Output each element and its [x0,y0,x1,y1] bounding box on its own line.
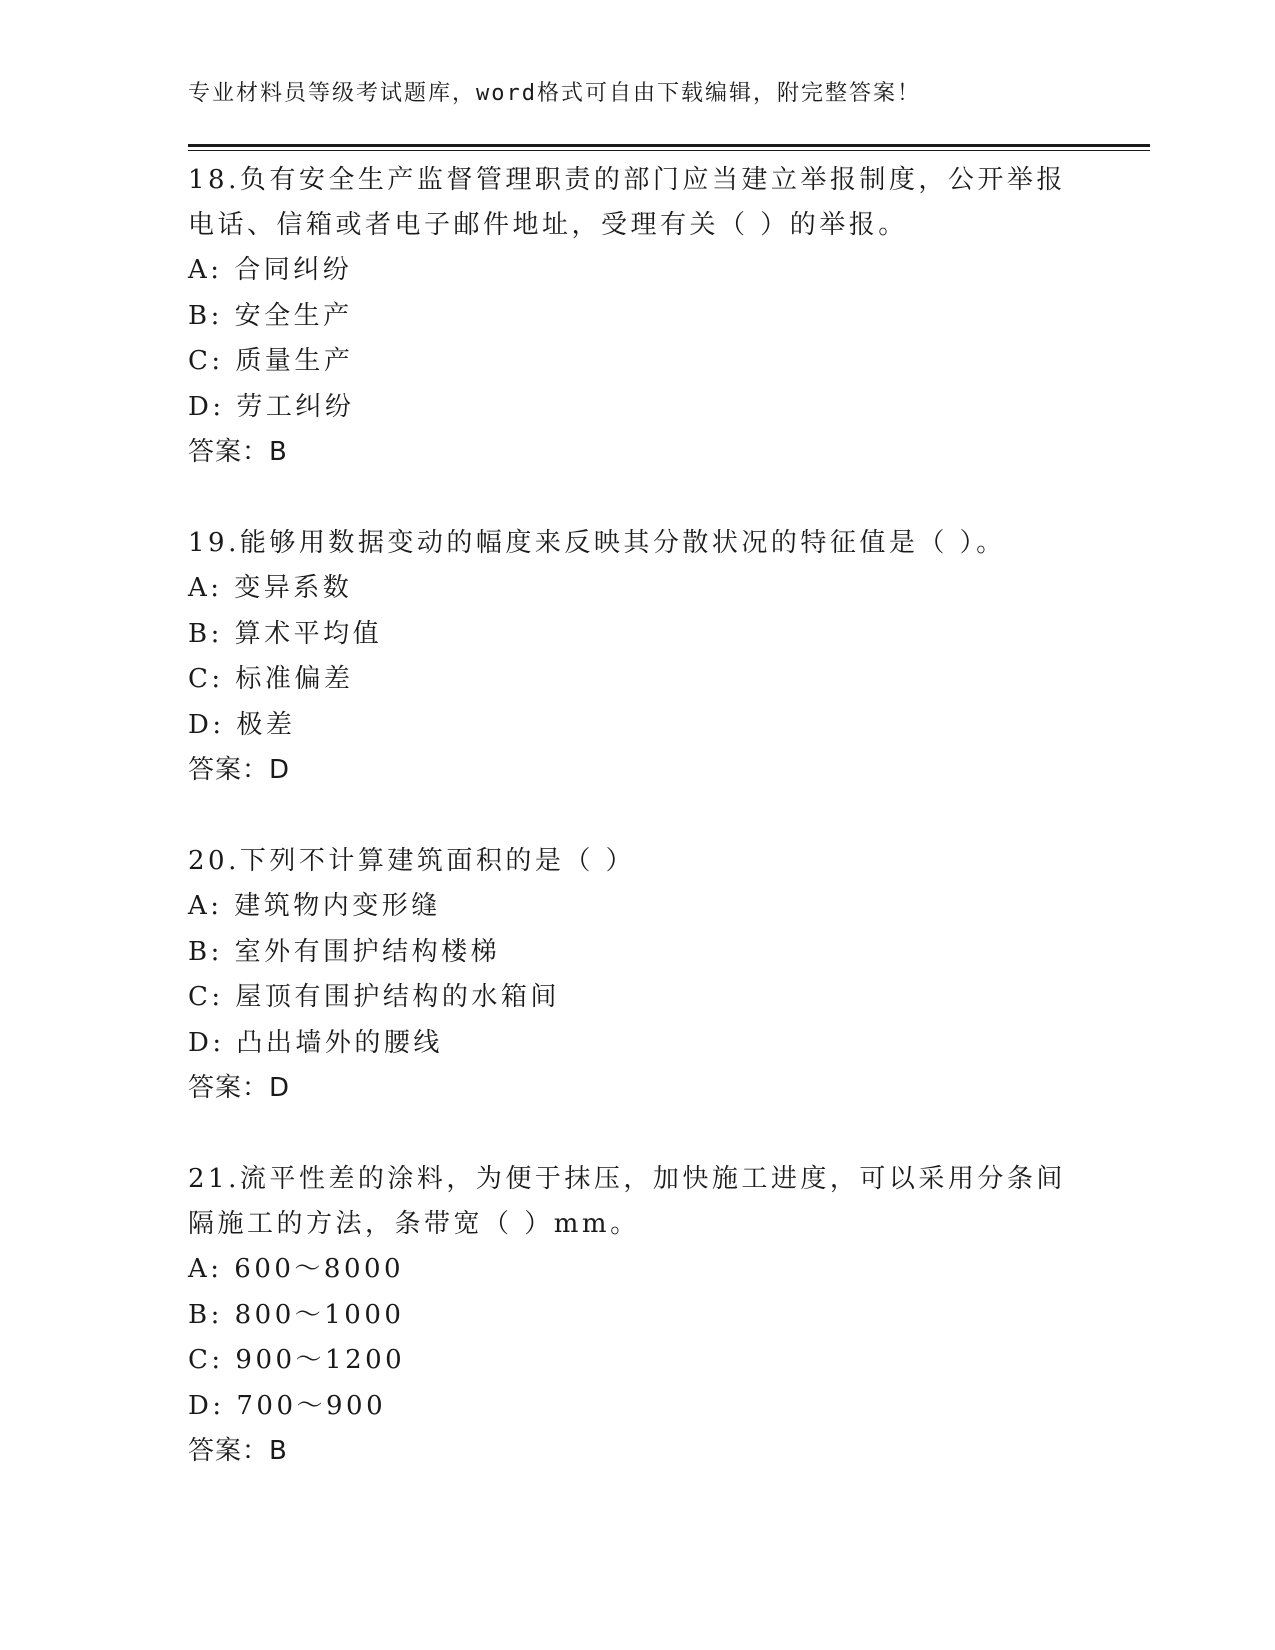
answer-line: 答案：B [188,437,288,467]
option-a: A: 变异系数 [188,573,353,603]
answer-line: 答案：D [188,755,291,785]
option-d: D: 劳工纠纷 [188,391,355,422]
header-rule-thick [188,144,1150,147]
option-c: C: 标准偏差 [188,664,354,694]
option-d: D: 700～900 [188,1390,387,1421]
option-a: A: 600～8000 [188,1254,405,1284]
option-d: D: 极差 [188,709,296,740]
question-list [188,158,1088,1520]
option-c: C: 900～1200 [188,1345,406,1375]
page-header-text: 专业材料员等级考试题库，word格式可自由下载编辑，附完整答案！ [188,81,921,106]
question-stem: 20.下列不计算建筑面积的是（ ） [188,846,636,876]
question-stem: 21.流平性差的涂料，为便于抹压，加快施工进度，可以采用分条间隔施工的方法，条带宽（ ）mm。 [188,1164,1066,1239]
question-21 [188,1157,1088,1474]
option-b: B: 800～1000 [188,1299,405,1330]
option-b: B: 算术平均值 [188,618,383,649]
header-rule-thin [188,150,1150,151]
question-stem: 18.负有安全生产监督管理职责的部门应当建立举报制度，公开举报电话、信箱或者电子邮件地址，受理有关（ ）的举报。 [188,165,1066,240]
option-b: B: 安全生产 [188,300,353,331]
option-a: A: 合同纠纷 [188,255,353,285]
option-d: D: 凸出墙外的腰线 [188,1027,443,1058]
question-stem: 19.能够用数据变动的幅度来反映其分散状况的特征值是（ ）。 [188,528,1006,558]
question-18 [188,158,1088,475]
option-c: C: 屋顶有围护结构的水箱间 [188,982,560,1012]
option-b: B: 室外有围护结构楼梯 [188,936,501,967]
answer-line: 答案：D [188,1073,291,1103]
option-a: A: 建筑物内变形缝 [188,891,441,921]
question-20 [188,839,1088,1111]
question-19 [188,521,1088,793]
option-c: C: 质量生产 [188,346,354,376]
answer-line: 答案：B [188,1436,288,1466]
